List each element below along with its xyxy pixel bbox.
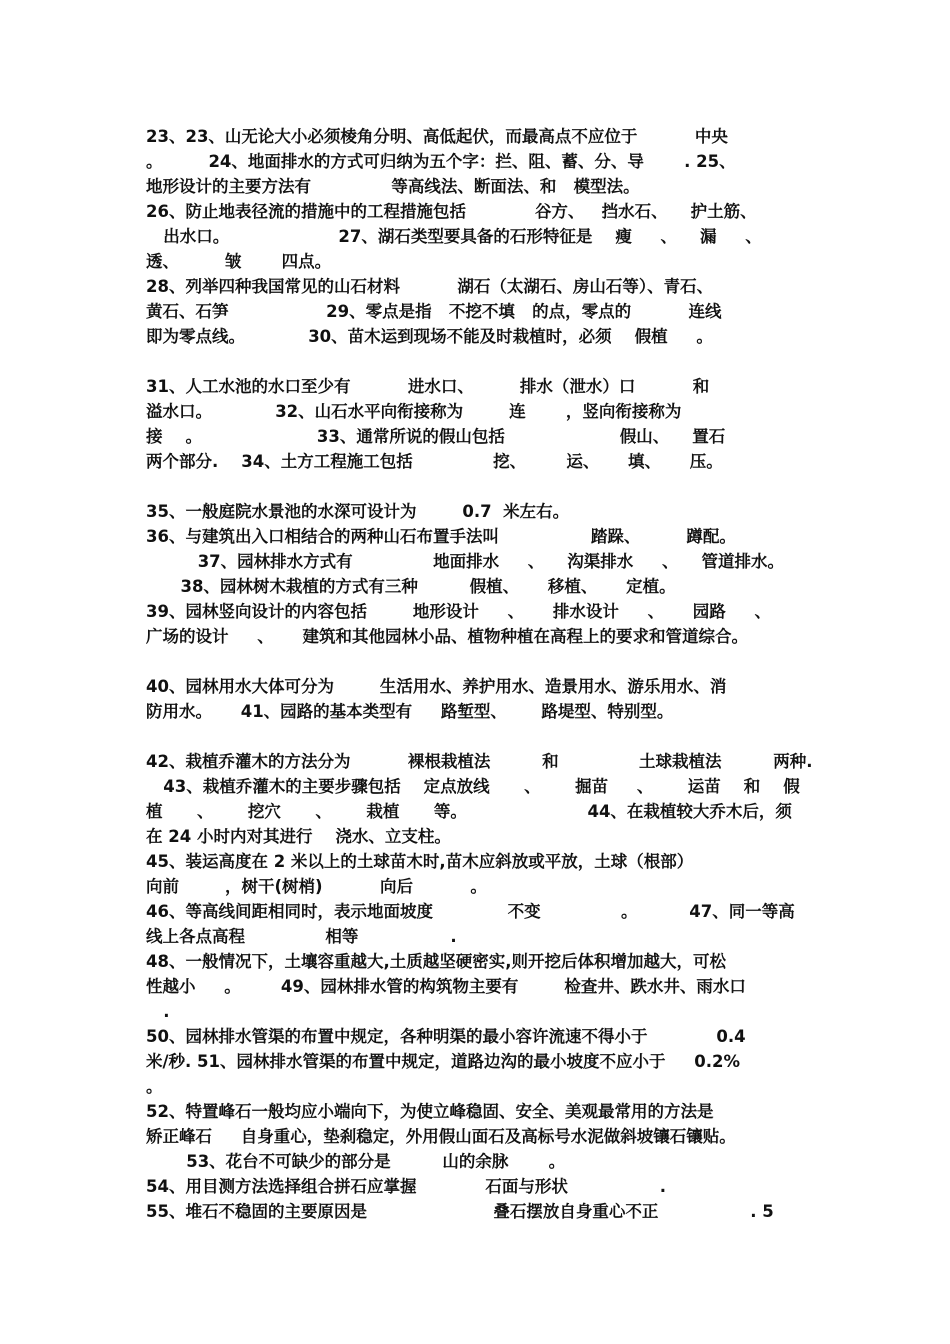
- text-line: 广场的设计 、 建筑和其他园林小品、植物种植在高程上的要求和管道综合。: [146, 627, 748, 646]
- text-line: 45、装运高度在 2 米以上的土球苗木时,苗木应斜放或平放，土球（根部）: [146, 852, 694, 871]
- text-line: 米/秒. 51、园林排水管渠的布置中规定，道路边沟的最小坡度不应小于 0.2%: [146, 1052, 740, 1071]
- text-line: 50、园林排水管渠的布置中规定，各种明渠的最小容许流速不得小于 0.4: [146, 1027, 746, 1046]
- text-line: 即为零点线。 30、苗木运到现场不能及时栽植时，必须 假植 。: [146, 327, 713, 346]
- text-line: 39、园林竖向设计的内容包括 地形设计 、 排水设计 、 园路 、: [146, 602, 772, 621]
- text-line: 向前 ，树干(树梢) 向后 。: [146, 877, 487, 896]
- text-line: 37、园林排水方式有 地面排水 、 沟渠排水 、 管道排水。: [146, 552, 784, 571]
- text-line: 溢水口。 32、山石水平向衔接称为 连 ，竖向衔接称为: [146, 402, 682, 421]
- text-line: 48、一般情况下，土壤容重越大,土质越坚硬密实,则开挖后体积增加越大，可松: [146, 952, 726, 971]
- text-line: 地形设计的主要方法有 等高线法、断面法、和 模型法。: [146, 177, 640, 196]
- text-line: 40、园林用水大体可分为 生活用水、养护用水、造景用水、游乐用水、消: [146, 677, 727, 696]
- text-line: 植 、 挖穴 、 栽植 等。 44、在栽植较大乔木后，须: [146, 802, 792, 821]
- text-line: 出水口。 27、湖石类型要具备的石形特征是 瘦 、 漏 、: [146, 227, 762, 246]
- text-line: 。 24、地面排水的方式可归纳为五个字：拦、阻、蓄、分、导 . 25、: [146, 152, 736, 171]
- text-line: 透、 皱 四点。: [146, 252, 332, 271]
- text-line: 线上各点高程 相等 .: [146, 927, 457, 946]
- text-line: .: [146, 1002, 170, 1021]
- text-line: 35、一般庭院水景池的水深可设计为 0.7 米左右。: [146, 502, 570, 521]
- text-line: 52、特置峰石一般均应小端向下，为使立峰稳固、安全、美观最常用的方法是: [146, 1102, 714, 1121]
- text-line: 23、23、山无论大小必须棱角分明、高低起伏，而最高点不应位于 中央: [146, 127, 728, 146]
- text-line: 在 24 小时内对其进行 浇水、立支柱。: [146, 827, 451, 846]
- text-line: 28、列举四种我国常见的山石材料 湖石（太湖石、房山石等）、青石、: [146, 277, 714, 296]
- text-line: 黄石、石笋 29、零点是指 不挖不填 的点，零点的 连线: [146, 302, 722, 321]
- text-line: 性越小 。 49、园林排水管的构筑物主要有 检查井、跌水井、雨水口: [146, 977, 746, 996]
- text-line: 55、堆石不稳固的主要原因是 叠石摆放自身重心不正 . 5: [146, 1202, 774, 1221]
- text-line: 接 。 33、通常所说的假山包括 假山、 置石: [146, 427, 726, 446]
- text-line: 。: [146, 1077, 163, 1096]
- text-line: 两个部分. 34、土方工程施工包括 挖、 运、 填、 压。: [146, 452, 723, 471]
- text-line: 矫正峰石 自身重心，垫刹稳定，外用假山面石及高标号水泥做斜坡镶石镶贴。: [146, 1127, 736, 1146]
- paragraph-gap: [146, 724, 836, 749]
- text-line: 26、防止地表径流的措施中的工程措施包括 谷方、 挡水石、 护土筋、: [146, 202, 757, 221]
- text-line: 53、花台不可缺少的部分是 山的余脉 。: [146, 1152, 566, 1171]
- text-line: 42、栽植乔灌木的方法分为 裸根栽植法 和 土球栽植法 两种.: [146, 752, 813, 771]
- text-line: 46、等高线间距相同时，表示地面坡度 不变 。 47、同一等高: [146, 902, 795, 921]
- paragraph-gap: [146, 649, 836, 674]
- text-line: 54、用目测方法选择组合拼石应掌握 石面与形状 .: [146, 1177, 667, 1196]
- text-line: 31、人工水池的水口至少有 进水口、 排水（泄水）口 和: [146, 377, 710, 396]
- document-body: [146, 124, 836, 1224]
- text-line: 36、与建筑出入口相结合的两种山石布置手法叫 踏跺、 蹲配。: [146, 527, 736, 546]
- text-line: 防用水。 41、园路的基本类型有 路堑型、 路堤型、特别型。: [146, 702, 674, 721]
- text-line: 38、园林树木栽植的方式有三种 假植、 移植、 定植。: [146, 577, 676, 596]
- text-line: 43、栽植乔灌木的主要步骤包括 定点放线 、 掘苗 、 运苗 和 假: [146, 777, 800, 796]
- paragraph-gap: [146, 474, 836, 499]
- paragraph-gap: [146, 349, 836, 374]
